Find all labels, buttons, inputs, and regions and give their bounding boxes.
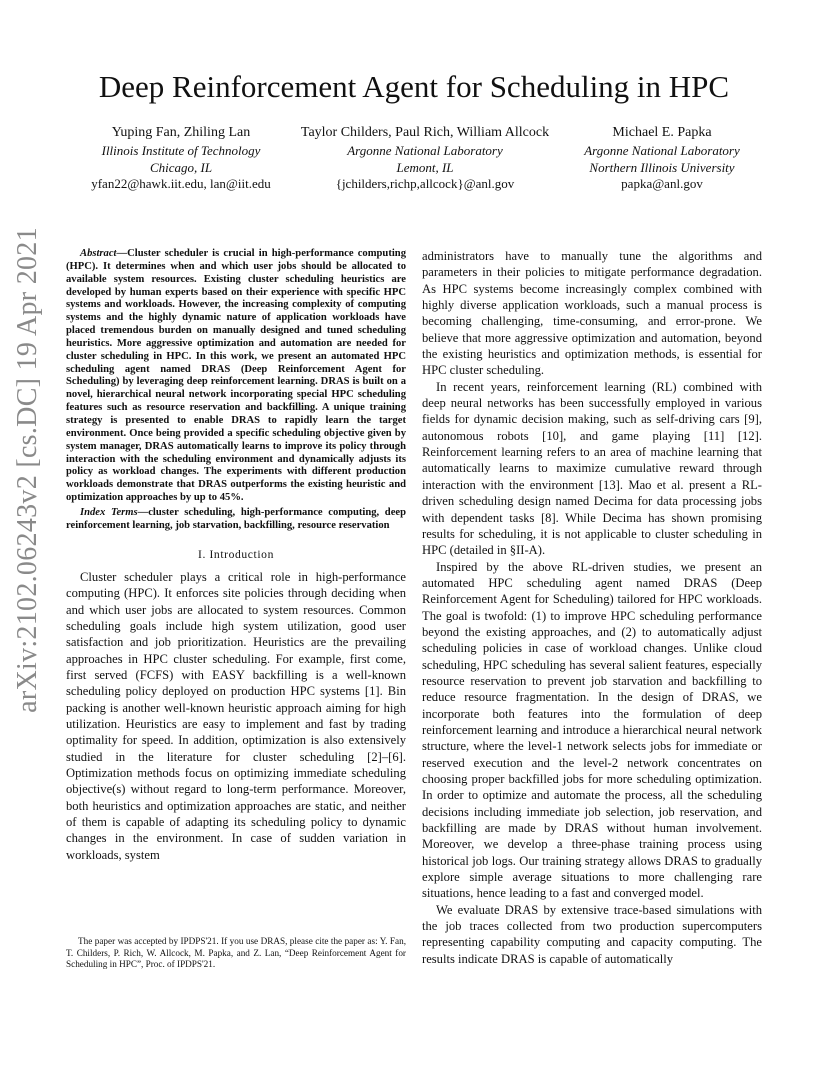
author-names: Yuping Fan, Zhiling Lan — [111, 125, 251, 140]
author-block-1 — [76, 125, 286, 192]
author-affiliation: Argonne National Laboratory — [584, 143, 740, 159]
author-affiliation: Argonne National Laboratory — [347, 143, 503, 159]
author-block-2 — [280, 125, 570, 192]
abstract-text: —Cluster scheduler is crucial in high-performance computing (HPC). It determines when and which user jobs should be allocated to available system resources. Existing cluster scheduling heuristics are developed by human experts based on their experience with specific HPC systems and workloads. However, the increasing complexity of computing systems and the highly dynamic nature of application workloads have placed tremendous burden on manually designed and tuned scheduling heuristics. More aggressive optimization and automation are needed for cluster scheduling in HPC. In this work, we present an automated HPC scheduling agent named DRAS (Deep Reinforcement Agent for Scheduling) by leveraging deep reinforcement learning. DRAS is built on a novel, hierarchical neural network incorporating special HPC scheduling features such as resource reservation and backfilling. A unique training strategy is presented to enable DRAS to rapidly learn the target environment. Once being provided a specific scheduling objective given by system manager, DRAS automatically learns to improve its policy through interaction with the scheduling environment and dynamically adjusts its policy as workload changes. The experiments with different production workloads demonstrate that DRAS outperforms the existing heuristic and optimization approaches by up to 45%. — [66, 248, 406, 504]
body-paragraph: In recent years, reinforcement learning (RL) combined with deep neural networks has been successfully employed in various fields for dynamic decision making, such as self-driving cars [9], autonomous robots [10], and game playing [11] [12]. Reinforcement learning refers to an area of machine learning that automatically learns to maximize cumulative reward through interaction with the environment [13]. Mao et al. present a RL-driven scheduling design named Decima for data processing jobs with dependent tasks [8]. While Decima has shown promising results for scheduling, it is not applicable to cluster scheduling in HPC (detailed in §II-A). — [422, 379, 762, 558]
abstract — [66, 248, 406, 505]
body-paragraph: Inspired by the above RL-driven studies, we present an automated HPC scheduling agent named DRAS (Deep Reinforcement Agent for Scheduling) tailored for HPC workloads. The goal is twofold: (1) to improve HPC scheduling performance beyond the existing approaches, and (2) to automatically adjust scheduling policies in case of workload changes. Unlike cloud scheduling, HPC scheduling has several salient features, especially resource reservation to prevent job starvation and backfilling to reduce resource fragmentation. In the design of DRAS, we incorporate both features into the formulation of deep reinforcement learning and introduce a hierarchical neural network structure, where the level-1 network selects jobs for immediate or reserved execution and the level-2 network concentrates on choosing proper backfilled jobs for more scheduling optimization. In order to optimize and automate the process, all the scheduling decisions including immediate job selection, job reservation, and backfilling are made by DRAS without human involvement. Moreover, we develop a three-phase training process using historical job logs. Our training strategy allows DRAS to gradually explore simple average situations to more challenging rare situations, hence leading to a fast and converged model. — [422, 559, 762, 901]
right-column — [422, 248, 762, 967]
author-names: Michael E. Papka — [612, 125, 712, 140]
author-location: Chicago, IL — [149, 159, 213, 175]
body-paragraph: administrators have to manually tune the algorithms and parameters in their policies to mitigate performance degradation. As HPC systems become increasingly complex combined with highly diverse application workloads, such a manual process is becoming challenging, time-consuming, and error-prone. We believe that more aggressive optimization and automation, beyond the existing heuristics and optimization methods, is essential for HPC cluster scheduling. — [422, 249, 762, 378]
author-email: {jchilders,richp,allcock}@anl.gov — [335, 175, 515, 191]
body-paragraph: We evaluate DRAS by extensive trace-based simulations with the job traces collected from two production supercomputers representing capability computing and capacity computing. The results indicate DRAS is capable of automatically — [422, 902, 762, 966]
section-heading-introduction: I. Introduction — [198, 547, 274, 561]
author-email: yfan22@hawk.iit.edu, lan@iit.edu — [91, 175, 271, 191]
paper-title: Deep Reinforcement Agent for Scheduling in HPC — [98, 69, 730, 104]
intro-paragraph: Cluster scheduler plays a critical role in high-performance computing (HPC). It enforces site policies through deciding when and which user jobs are allocated to system resources. Common scheduling goals include high system utilization, good user satisfaction and job prioritization. Heuristics are the prevailing approaches in HPC cluster scheduling. For example, first come, first served (FCFS) with EASY backfilling is a well-known scheduling policy deployed on production HPC systems [1]. Bin packing is another well-known heuristic approach aiming for high utilization. Heuristics are easy to implement and fast by trading optimality for speed. In addition, optimization is also extensively studied in the literature for cluster scheduling [2]–[6]. Optimization methods focus on optimizing immediate scheduling objective(s) without regard to long-term performance. Moreover, both heuristics and optimization approaches are static, and neither of them is capable of adapting its scheduling policy to dynamic changes in the environment. In case of sudden variation in workloads, system — [66, 569, 406, 862]
footnote: The paper was accepted by IPDPS'21. If you use DRAS, please cite the paper as: Y. Fan, T. Childers, P. Rich, W. Allcock, M. Papka, and Z. Lan, “Deep Reinforcement Agent for Scheduling in HPC”, Proc. of IPDPS'21. — [66, 936, 406, 970]
index-terms-label: Index Terms — [80, 506, 138, 518]
author-names: Taylor Childers, Paul Rich, William Allcock — [300, 125, 550, 140]
arxiv-identifier-text: arXiv:2102.06243v2 [cs.DC] 19 Apr 2021 — [12, 227, 43, 713]
author-affiliation: Illinois Institute of Technology — [101, 143, 261, 159]
left-column — [66, 248, 406, 863]
author-location: Northern Illinois University — [589, 159, 735, 175]
index-terms — [66, 507, 406, 533]
author-location: Lemont, IL — [396, 159, 454, 175]
abstract-label: Abstract — [80, 248, 117, 259]
author-email: papka@anl.gov — [621, 175, 703, 191]
author-block-3 — [562, 125, 762, 192]
index-terms-text: —cluster scheduling, high-performance computing, deep reinforcement learning, job starvation, backfilling, resource reservation — [66, 506, 406, 531]
